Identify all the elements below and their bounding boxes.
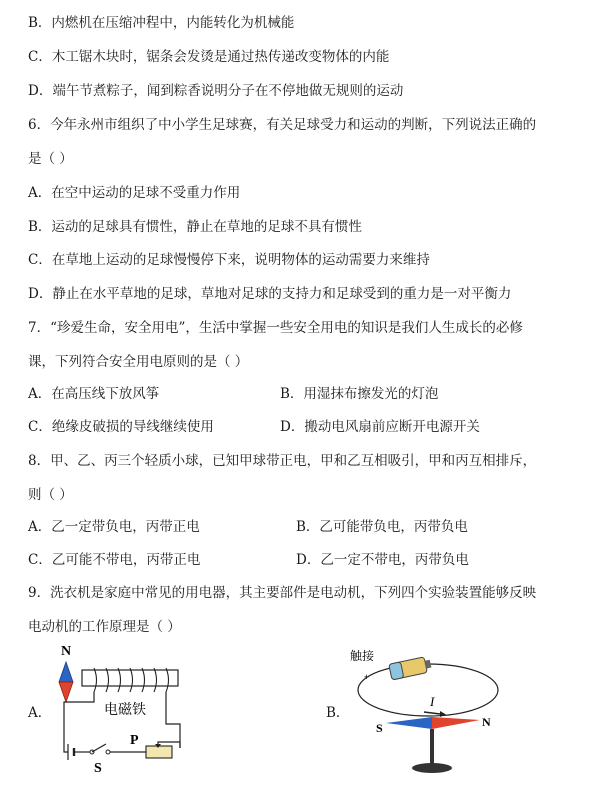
q6-option-d: D．静止在水平草地的足球，草地对足球的支持力和足球受到的重力是一对平衡力	[28, 286, 512, 302]
figure-b-oersted-experiment	[340, 640, 520, 785]
q7-option-b: B．用湿抹布擦发光的灯泡	[280, 386, 439, 402]
needle-south-half	[386, 717, 432, 729]
battery-cell	[389, 656, 432, 680]
q8-option-a: A．乙一定带负电，丙带正电	[28, 519, 200, 535]
stand-post	[430, 729, 434, 767]
q7-option-a: A．在高压线下放风筝	[28, 386, 160, 402]
q9-stem-line1: 9．洗衣机是家庭中常见的用电器，其主要部件是电动机，下列四个实验装置能够反映	[28, 585, 537, 601]
needle-north-label: N	[482, 715, 491, 729]
q8-option-d: D．乙一定不带电，丙带负电	[296, 552, 469, 568]
q9-stem-line2: 电动机的工作原理是（ ）	[28, 619, 181, 635]
q7-option-c: C．绝缘皮破损的导线继续使用	[28, 419, 214, 435]
battery-plus-sign: +	[364, 672, 370, 682]
needle-north-half	[432, 717, 480, 729]
q6-option-c: C．在草地上运动的足球慢慢停下来，说明物体的运动需要力来维持	[28, 252, 430, 268]
q7-stem-line1: 7．“珍爱生命，安全用电”，生活中掌握一些安全用电的知识是我们人生成长的必修	[28, 320, 523, 336]
q8-option-b: B．乙可能带负电，丙带负电	[296, 519, 468, 535]
stand-base	[412, 763, 452, 773]
figure-a-label: A．	[28, 705, 52, 721]
q6-option-a: A．在空中运动的足球不受重力作用	[28, 185, 241, 201]
compass-needle-south	[59, 682, 73, 702]
q8-stem-line1: 8．甲、乙、丙三个轻质小球，已知甲球带正电，甲和乙互相吸引，甲和丙互相排斥，	[28, 453, 537, 469]
switch-lever	[92, 744, 106, 752]
electromagnet-label: 电磁铁	[104, 703, 146, 718]
q7-option-d: D．搬动电风扇前应断开电源开关	[280, 419, 480, 435]
q7-stem-line2: 课，下列符合安全用电原则的是（ ）	[28, 354, 249, 370]
q8-stem-line2: 则（ ）	[28, 487, 73, 503]
q5-option-c: C．木工锯木块时，锯条会发烫是通过热传递改变物体的内能	[28, 49, 390, 65]
slider-label: P	[130, 733, 139, 748]
touch-label: 触接	[350, 649, 375, 663]
current-arrow	[440, 711, 446, 717]
q5-option-d: D．端午节煮粽子，闻到粽香说明分子在不停地做无规则的运动	[28, 83, 404, 99]
wire-left	[64, 692, 94, 752]
q6-stem-line1: 6．今年永州市组织了中小学生足球赛，有关足球受力和运动的判断，下列说法正确的	[28, 117, 537, 133]
wire-right	[166, 692, 180, 748]
figure-b-label: B．	[326, 705, 350, 721]
rheostat	[146, 746, 172, 758]
q6-stem-line2: 是（ ）	[28, 151, 73, 167]
q5-option-b: B．内燃机在压缩冲程中，内能转化为机械能	[28, 15, 295, 31]
q8-option-c: C．乙可能不带电，丙带正电	[28, 552, 201, 568]
figure-a-electromagnet-circuit	[48, 640, 198, 785]
switch-label: S	[94, 761, 102, 776]
wire-loop	[358, 664, 498, 716]
switch-contact-right	[106, 750, 110, 754]
figure-a-north-label: N	[61, 644, 72, 659]
needle-south-label: S	[376, 721, 383, 735]
q6-option-b: B．运动的足球具有惯性，静止在草地的足球不具有惯性	[28, 219, 362, 235]
current-label: I	[430, 694, 435, 709]
compass-needle-north	[59, 662, 73, 682]
